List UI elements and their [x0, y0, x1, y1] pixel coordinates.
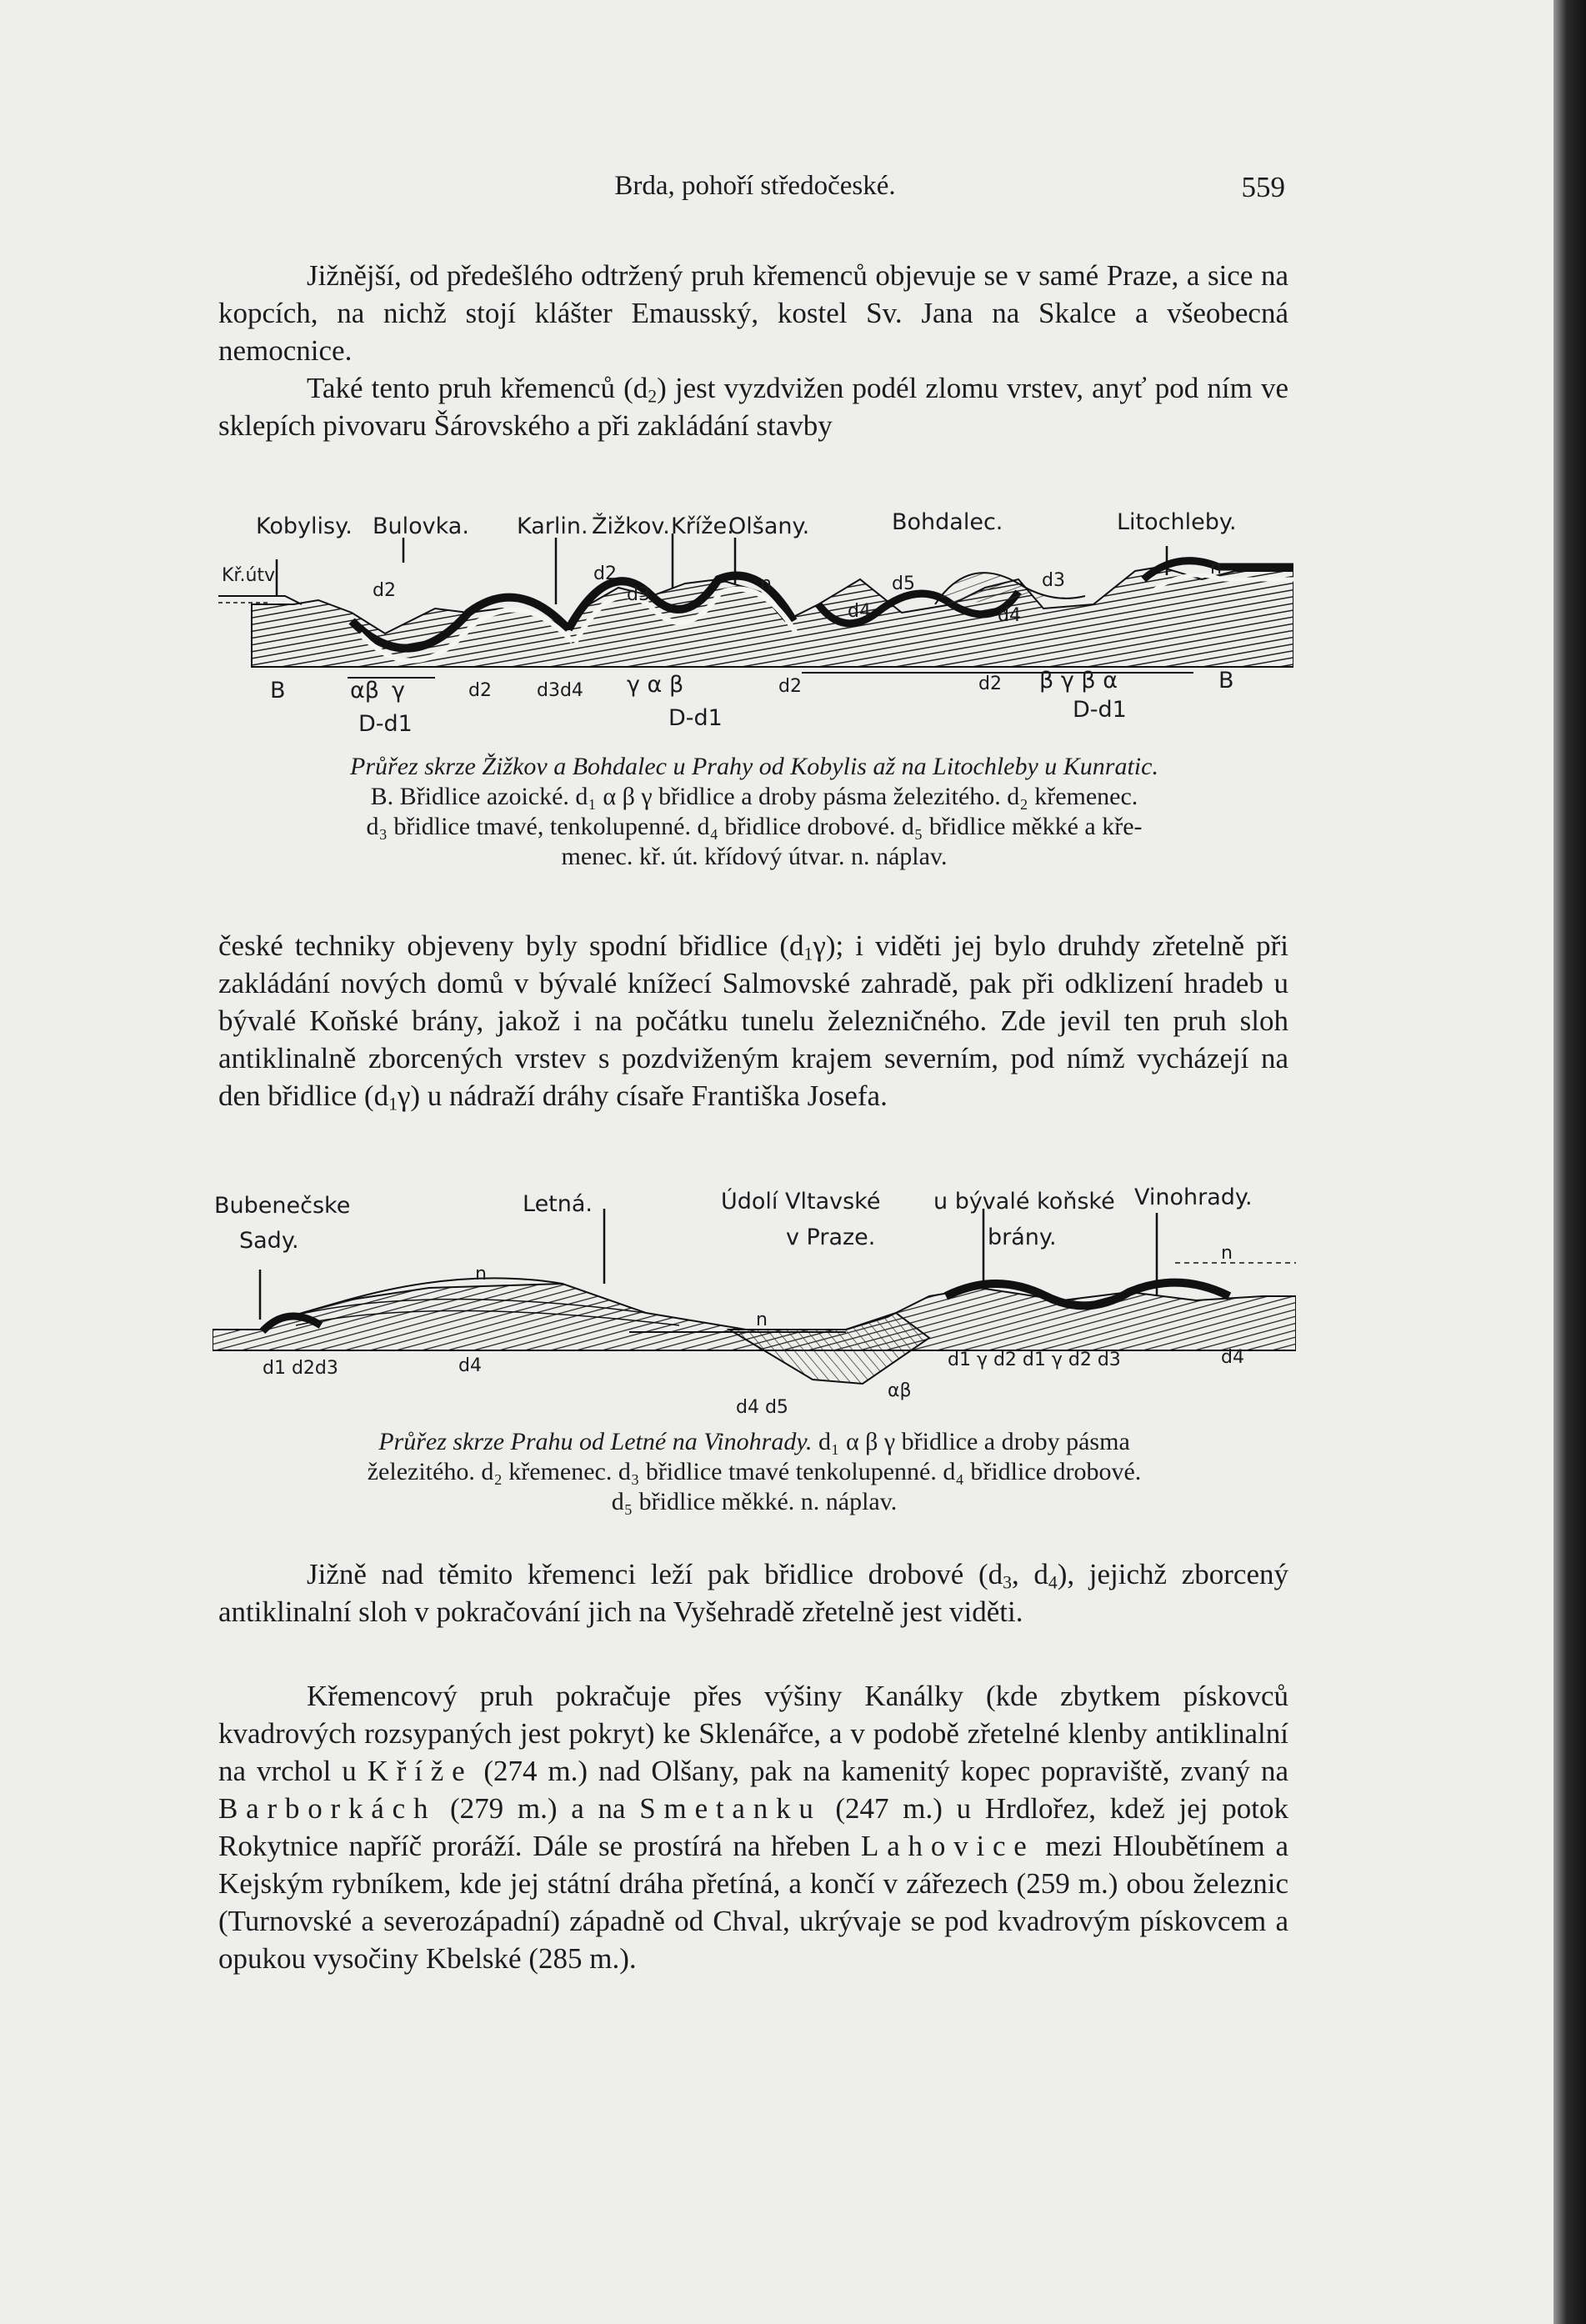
paragraph-1	[218, 257, 1288, 369]
fig2-label-sady: Sady.	[239, 1228, 299, 1254]
paragraph-2-text-b: ) jest vyzdvižen podél zlomu vrstev, anyť pod ním ve sklepích pivovaru Šárovského a při zakládání stavby	[218, 372, 1288, 442]
fig1-label-d3-mid: d3	[627, 584, 650, 605]
fig1-label-zizkov: Žižkov.	[592, 513, 670, 539]
fig1-label-n-right: n	[1210, 558, 1222, 578]
paragraph-3-gamma-2: γ	[397, 1079, 411, 1112]
fig1-label-d2-bottom-3: d2	[978, 674, 1002, 694]
scan-edge	[1553, 0, 1586, 2324]
caption-1-line-4: menec. kř. út. křídový útvar. n. náplav.	[561, 843, 948, 870]
paragraph-4-text-m: , d	[1011, 1558, 1048, 1590]
paragraph-5-text-d: (247 m.) u Hrdlořez, kdež jej potok Rokytnice napříč proráží. Dále se prostírá na hřeben	[218, 1792, 1288, 1862]
caption-2-line-1	[221, 1427, 1288, 1457]
fig1-label-b-left: B	[270, 678, 286, 704]
paragraph-3-subscript-2: 1	[388, 1094, 398, 1114]
paragraph-3-text-c: ) u nádraží dráhy císaře Františka Josefa.	[410, 1079, 888, 1112]
paragraph-4-text-a: Jižně nad těmito křemenci leží pak břidlice drobové (d	[307, 1558, 1003, 1590]
paragraph-4-subscript-1: 3	[1003, 1572, 1012, 1593]
caption-2-title: Průřez skrze Prahu od Letné na Vinohrady.	[378, 1428, 813, 1455]
paragraph-3-text-a: české techniky objeveny byly spodní břidlice (d	[218, 929, 804, 962]
fig1-label-d3-right: d3	[1042, 570, 1065, 591]
paragraph-1-text: Jižnější, od předešlého odtržený pruh křemenců objevuje se v samé Praze, a sice na kopcích, na nichž stojí klášter Emausský, kostel Sv. Jana na Skalce a všeobecná nemocnice.	[218, 259, 1288, 367]
fig2-label-n-right: n	[1221, 1243, 1233, 1264]
paragraph-3-gamma-1: γ	[813, 929, 826, 962]
fig1-label-b-right: B	[1218, 668, 1234, 694]
fig2-label-d4d5: d4 d5	[736, 1397, 788, 1418]
fig1-label-d4-mid: d4	[848, 601, 871, 622]
fig2-label-d4-left: d4	[458, 1355, 482, 1376]
fig1-label-kr-utv: Kř.útv.	[222, 565, 280, 586]
fig2-label-vinohrady: Vinohrady.	[1134, 1185, 1253, 1210]
paragraph-5-text-b: (274 m.) nad Olšany, pak na kamenitý kopec popraviště, zvaný na	[473, 1755, 1288, 1787]
paragraph-3-text-b: ); i viděti jej bylo druhdy zřetelně při zakládání nových domů v bývalé knížecí Salmovské zahradě, pak při odklizení hradeb u bývalé Koňské brány, jakož i na počátku tunelu železničného. Zde jevil ten pruh sloh antiklinalně zborcených vrstev s pozdviženým krajem severním, pod nímž vycházejí na den břidlice (d	[218, 929, 1288, 1112]
fig1-label-ab: αβ	[350, 678, 380, 704]
fig2-label-vpraze: v Praze.	[786, 1225, 876, 1250]
figure-2-cross-section	[213, 1171, 1296, 1425]
fig1-label-bulovka: Bulovka.	[373, 513, 469, 539]
caption-2-rest: d₁ α β γ břidlice a droby pásma	[812, 1428, 1130, 1455]
running-header	[225, 171, 1285, 213]
fig2-label-d1d2d3: d1 d2d3	[263, 1358, 338, 1379]
fig2-label-brany: brány.	[988, 1225, 1057, 1250]
fig2-label-n-mid: n	[756, 1310, 768, 1330]
fig1-label-bgba: β γ β α	[1039, 668, 1118, 694]
fig2-label-n-left: n	[475, 1264, 487, 1285]
fig1-label-krize: Kříže.	[671, 513, 734, 539]
fig1-label-n-mid: n	[760, 573, 772, 594]
fig1-label-bohdalec: Bohdalec.	[892, 509, 1003, 535]
paragraph-4-text-b: ), jejichž zborcený antiklinalní sloh v pokračování jich na Vyšehradě zřetelně jest viděti.	[218, 1558, 1288, 1628]
paragraph-4-subscript-2: 4	[1048, 1572, 1058, 1593]
figure-1-cross-section	[218, 488, 1293, 746]
fig1-label-d2-bottom-1: d2	[468, 680, 492, 701]
paragraph-5-text-c: (279 m.) a na	[436, 1792, 640, 1825]
place-krize: Kříže	[367, 1755, 473, 1787]
fig1-label-d2-left: d2	[373, 580, 396, 601]
fig2-label-right-seq: d1 γ d2 d1 γ d2 d3	[948, 1350, 1121, 1370]
paragraph-3	[218, 927, 1288, 1114]
fig2-label-ubyvale: u bývalé koňské	[933, 1189, 1115, 1215]
fig1-label-litochleby: Litochleby.	[1117, 509, 1237, 535]
place-barborkach: Barborkách	[218, 1792, 437, 1825]
figure-2-drawing	[213, 1171, 1296, 1425]
fig2-label-bubenecske: Bubenečske	[214, 1193, 351, 1219]
figure-2-caption	[221, 1427, 1288, 1517]
fig1-label-d3d4: d3d4	[537, 680, 583, 701]
caption-1-line-3: d₃ břidlice tmavé, tenkolupenné. d₄ břidlice drobové. d₅ břidlice měkké a kře-	[366, 813, 1143, 840]
caption-2-line-2: železitého. d₂ křemenec. d₃ břidlice tmavé tenkolupenné. d₄ břidlice drobové.	[367, 1458, 1142, 1485]
fig1-label-d4-right: d4	[998, 605, 1021, 626]
paragraph-2-subscript: 2	[648, 386, 658, 407]
fig2-label-letna: Letná.	[523, 1191, 593, 1217]
paragraph-3-subscript-1: 1	[803, 944, 813, 964]
fig1-label-gab: γ α β	[627, 672, 684, 698]
page-number: 559	[1241, 171, 1285, 203]
fig1-label-ddash-2: D-d1	[668, 705, 723, 731]
fig1-label-olsany: Olšany.	[728, 513, 810, 539]
fig1-label-ddash-3: D-d1	[1073, 697, 1127, 723]
caption-2-line-3: d₅ břidlice měkké. n. náplav.	[611, 1488, 898, 1515]
caption-1-title: Průřez skrze Žižkov a Bohdalec u Prahy od Kobylis až na Litochleby u Kunratic.	[350, 753, 1158, 780]
fig1-label-ddash-1: D-d1	[358, 711, 413, 737]
fig1-label-karlin: Karlin.	[517, 513, 588, 539]
fig1-label-d2-mid: d2	[593, 563, 617, 584]
fig2-label-d4-right: d4	[1221, 1347, 1244, 1368]
caption-1-line-2: B. Břidlice azoické. d₁ α β γ břidlice a droby pásma železitého. d₂ křemenec.	[370, 783, 1138, 810]
fig2-label-udoli: Údolí Vltavské	[721, 1189, 881, 1215]
paragraph-5-text-a: Křemencový pruh pokračuje přes výšiny Kanálky (kde zbytkem pískovců kvadrových rozsypaných jest pokryt) ke Sklenářce, a v podobě zřetelné klenby antiklinalní na vrchol u	[218, 1680, 1288, 1787]
paragraph-4	[218, 1555, 1288, 1630]
fig1-label-d2-bottom-2: d2	[778, 676, 802, 697]
fig1-label-kobylisy: Kobylisy.	[256, 513, 353, 539]
place-lahovice: Lahovice	[861, 1830, 1035, 1862]
paragraph-2-text-a: Také tento pruh křemenců (d	[307, 372, 648, 404]
figure-1-caption	[221, 752, 1288, 872]
fig1-label-gamma: γ	[392, 678, 405, 704]
paragraph-5	[218, 1677, 1288, 1977]
place-smetanku: Smetanku	[639, 1792, 822, 1825]
paragraph-2	[218, 369, 1288, 444]
fig2-label-ab: αβ	[888, 1380, 912, 1401]
figure-1-drawing	[218, 488, 1293, 746]
header-title: Brda, pohoří středočeské.	[614, 171, 896, 201]
fig1-label-d5: d5	[892, 573, 915, 594]
paragraph-5-text-e: mezi Hloubětínem a Kejským rybníkem, kde jej státní dráha přetíná, a končí v zářezech (259 m.) obou železnic (Turnovské a severozápadní) západně od Chval, ukrývaje se pod kvadrovým pískovcem a opukou vysočiny Kbelské (285 m.).	[218, 1830, 1288, 1975]
